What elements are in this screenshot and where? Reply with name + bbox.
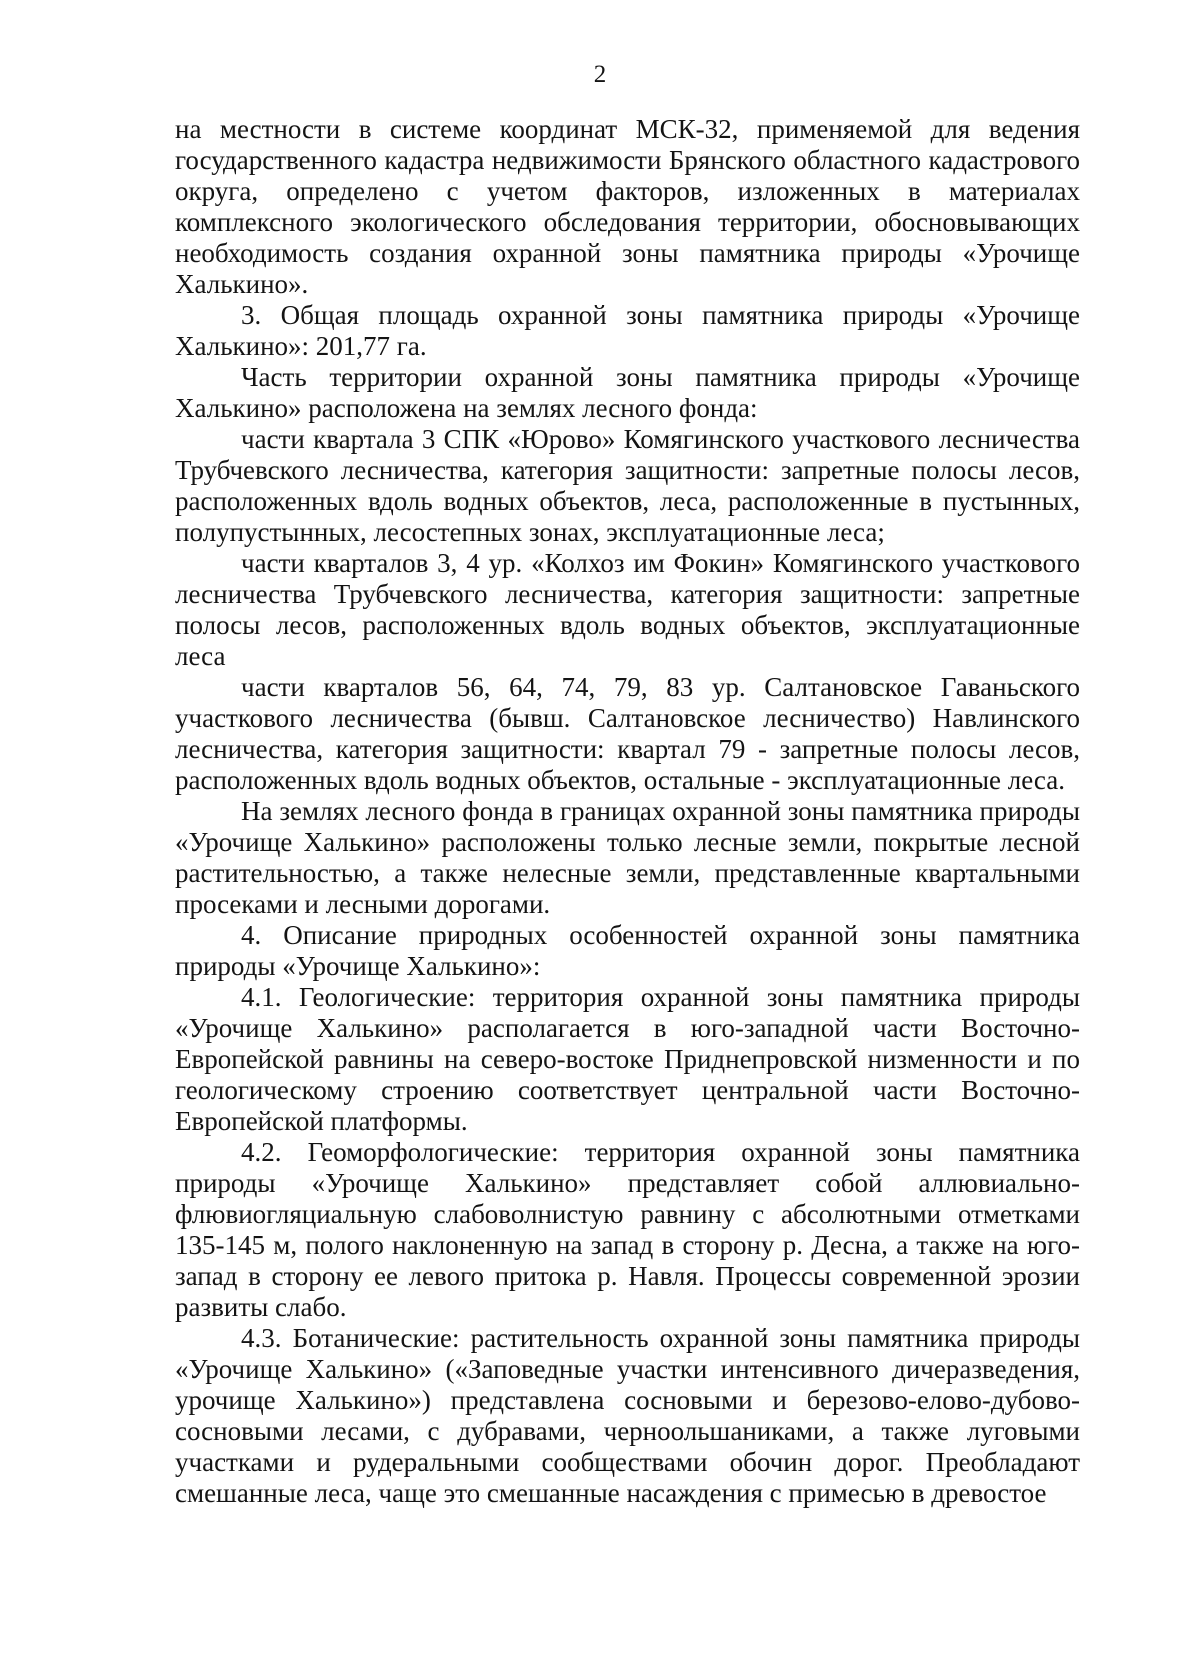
paragraph-forest-fund-intro: Часть территории охранной зоны памятника природы «Урочище Халькино» расположена на землях лесного фонда: bbox=[175, 362, 1080, 423]
paragraph-quarters-saltanovskoe: части кварталов 56, 64, 74, 79, 83 ур. Салтановское Гаваньского участкового лесничества (бывш. Салтановское лесничество) Навлинского лесничества, категория защитности: квартал 79 - запретные полосы лесов, расположенных вдоль водных объектов, остальные - эксплуатационные леса. bbox=[175, 672, 1080, 795]
paragraph-section-4-heading: 4. Описание природных особенностей охранной зоны памятника природы «Урочище Халькино»: bbox=[175, 920, 1080, 981]
paragraph-coordinates: на местности в системе координат МСК-32, применяемой для ведения государственного кадастра недвижимости Брянского областного кадастрового округа, определено с учетом факторов, изложенных в материалах комплексного экологического обследования территории, обосновывающих необходимость создания охранной зоны памятника природы «Урочище Халькино». bbox=[175, 114, 1080, 299]
paragraph-forest-lands: На землях лесного фонда в границах охранной зоны памятника природы «Урочище Халькино» расположены только лесные земли, покрытые лесной растительностью, а также нелесные земли, представленные квартальными просеками и лесными дорогами. bbox=[175, 796, 1080, 919]
page-number: 2 bbox=[593, 61, 607, 88]
paragraph-botanical: 4.3. Ботанические: растительность охранной зоны памятника природы «Урочище Халькино» («Заповедные участки интенсивного дичеразведения, урочище Халькино») представлена сосновыми и березово-елово-дубово-сосновыми лесами, с дубравами, черноольшаниками, а также луговыми участками и рудеральными сообществами обочин дорог. Преобладают смешанные леса, чаще это смешанные насаждения с примесью в древостое bbox=[175, 1323, 1080, 1508]
paragraph-total-area: 3. Общая площадь охранной зоны памятника природы «Урочище Халькино»: 201,77 га. bbox=[175, 300, 1080, 361]
paragraph-quarter-3-yurovo: части квартала 3 СПК «Юрово» Комягинского участкового лесничества Трубчевского лесничества, категория защитности: запретные полосы лесов, расположенных вдоль водных объектов, леса, расположенные в пустынных, полупустынных, лесостепных зонах, эксплуатационные леса; bbox=[175, 424, 1080, 547]
paragraph-geological: 4.1. Геологические: территория охранной зоны памятника природы «Урочище Халькино» располагается в юго-западной части Восточно-Европейской равнины на северо-востоке Приднепровской низменности и по геологическому строению соответствует центральной части Восточно-Европейской платформы. bbox=[175, 982, 1080, 1136]
paragraph-quarters-3-4-kolkhoz: части кварталов 3, 4 ур. «Колхоз им Фокин» Комягинского участкового лесничества Трубчевского лесничества, категория защитности: запретные полосы лесов, расположенных вдоль водных объектов, эксплуатационные леса bbox=[175, 548, 1080, 671]
paragraph-geomorphological: 4.2. Геоморфологические: территория охранной зоны памятника природы «Урочище Халькино» представляет собой аллювиально-флювиогляциальную слабоволнистую равнину с абсолютными отметками 135-145 м, полого наклоненную на запад в сторону р. Десна, а также на юго-запад в сторону ее левого притока р. Навля. Процессы современной эрозии развиты слабо. bbox=[175, 1137, 1080, 1322]
document-body bbox=[175, 114, 1080, 1509]
